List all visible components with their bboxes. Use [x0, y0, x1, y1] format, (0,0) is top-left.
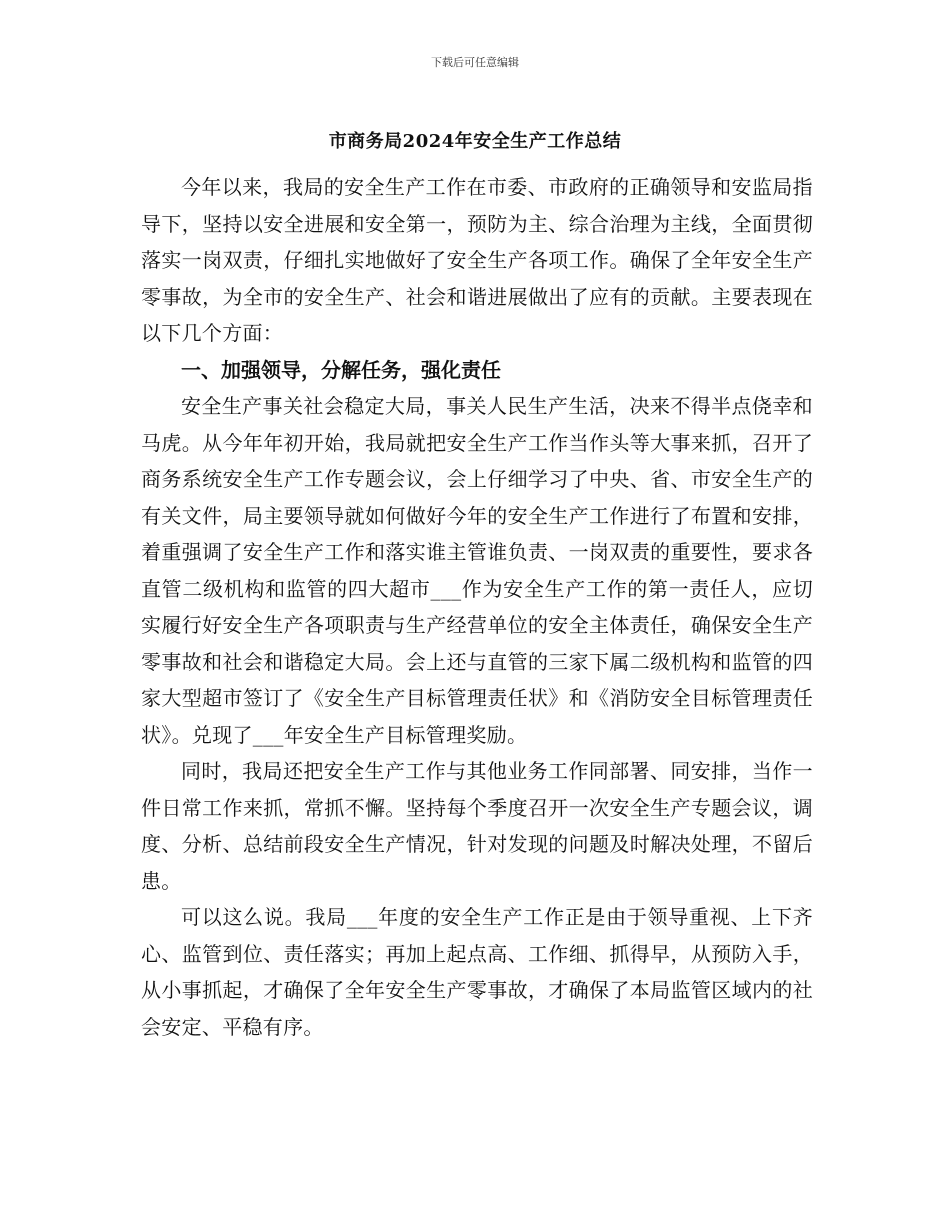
document-title: 市商务局2024年安全生产工作总结: [328, 131, 622, 152]
header-note: 下载后可任意编辑: [431, 56, 519, 69]
body-paragraph-3: 可以这么说。我局___年度的安全生产工作正是由于领导重视、上下齐心、监管到位、责任落实；再加上起点高、工作细、抓得早，从预防入手，从小事抓起，才确保了全年安全生产零事故，才确保了本局监管区域内的社会安定、平稳有序。: [141, 905, 813, 1039]
body-paragraph-1: 安全生产事关社会稳定大局，事关人民生产生活，决来不得半点侥幸和马虎。从今年年初开始，我局就把安全生产工作当作头等大事来抓，召开了商务系统安全生产工作专题会议，会上仔细学习了中央、省、市安全生产的有关文件，局主要领导就如何做好今年的安全生产工作进行了布置和安排，着重强调了安全生产工作和落实谁主管谁负责、一岗双责的重要性，要求各直管二级机构和监管的四大超市___作为安全生产工作的第一责任人，应切实履行好安全生产各项职责与生产经营单位的安全主体责任，确保安全生产零事故和社会和谐稳定大局。会上还与直管的三家下属二级机构和监管的四家大型超市签订了《安全生产目标管理责任状》和《消防安全目标管理责任状》。兑现了___年安全生产目标管理奖励。: [141, 394, 813, 747]
intro-paragraph: 今年以来，我局的安全生产工作在市委、市政府的正确领导和安监局指导下，坚持以安全进展和安全第一，预防为主、综合治理为主线，全面贯彻落实一岗双责，仔细扎实地做好了安全生产各项工作。确保了全年安全生产零事故，为全市的安全生产、社会和谐进展做出了应有的贡献。主要表现在以下几个方面：: [141, 175, 813, 345]
document-body: [141, 169, 813, 1045]
body-paragraph-2: 同时，我局还把安全生产工作与其他业务工作同部署、同安排，当作一件日常工作来抓，常抓不懈。坚持每个季度召开一次安全生产专题会议，调度、分析、总结前段安全生产情况，针对发现的问题及时解决处理，不留后患。: [141, 759, 813, 893]
section-heading-1: 一、加强领导，分解任务，强化责任: [181, 357, 501, 382]
